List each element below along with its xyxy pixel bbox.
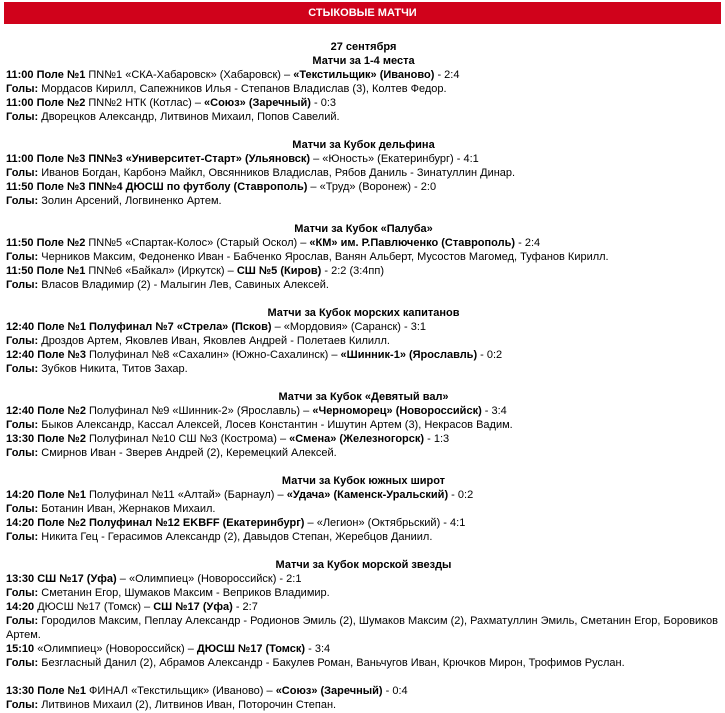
match-section (6, 54, 721, 124)
match-line (6, 348, 721, 362)
goals-text: Литвинов Михаил (2), Литвинов Иван, Поторочин Степан. (38, 699, 337, 711)
match-text: - 3:4 (305, 643, 331, 655)
goals-line (6, 278, 721, 292)
match-section (6, 474, 721, 544)
goals-text: Мордасов Кирилл, Сапежников Илья - Степанов Владислав (3), Колтев Федор. (38, 83, 447, 95)
match-text: 11:00 Поле №2 (6, 97, 89, 109)
goals-text: Сметанин Егор, Шумаков Максим - Веприков Владимир. (38, 587, 330, 599)
section-title: Матчи за Кубок «Палуба» (294, 223, 433, 235)
goals-text: Безгласный Данил (2), Абрамов Александр - Бакулев Роман, Ваньчугов Иван, Крючков Мирон, Трофимов Руслан. (38, 657, 625, 669)
goals-text: Власов Владимир (2) - Малыгин Лев, Савиных Алексей. (38, 279, 329, 291)
match-line (6, 432, 721, 446)
goals-line (6, 82, 721, 96)
goals-line (6, 614, 721, 642)
match-text: ФИНАЛ «Текстильщик» (Иваново) – (89, 685, 276, 697)
match-text: 11:00 Поле №1 (6, 69, 89, 81)
match-text: 12:40 Поле №2 (6, 405, 89, 417)
goals-line (6, 166, 721, 180)
goals-text: Золин Арсений, Логвиненко Артем. (38, 195, 222, 207)
match-text: «Союз» (Заречный) (275, 685, 383, 697)
match-text: 11:50 Поле №3 ПN№4 ДЮСШ по футболу (Ставрополь) (6, 181, 308, 193)
match-line (6, 152, 721, 166)
match-text: - 0:4 (382, 685, 408, 697)
results-content (0, 40, 725, 712)
match-text: «КМ» им. Р.Павлюченко (Ставрополь) (309, 237, 516, 249)
goals-label: Голы: (6, 251, 39, 263)
match-text: 11:50 Поле №1 (6, 265, 89, 277)
match-text: 13:30 Поле №1 (6, 685, 89, 697)
match-text: «Черноморец» (Новороссийск) (312, 405, 482, 417)
match-text: - 3:4 (481, 405, 507, 417)
goals-label: Голы: (6, 657, 39, 669)
match-line (6, 68, 721, 82)
goals-text: Быков Александр, Кассал Алексей, Лосев Константин - Ишутин Артем (3), Некрасов Вадим. (38, 419, 513, 431)
match-text: ПN№5 «Спартак-Колос» (Старый Оскол) – (88, 237, 310, 249)
goals-line (6, 334, 721, 348)
match-line (6, 684, 721, 698)
match-text: ДЮСШ №17 (Томск) (196, 643, 306, 655)
sections-list (6, 54, 721, 712)
match-text: «Текстильщик» (Иваново) (293, 69, 435, 81)
goals-line (6, 194, 721, 208)
match-text: ПN№2 НТК (Котлас) – (88, 97, 205, 109)
goals-line (6, 698, 721, 712)
goals-text: Иванов Богдан, Карбонэ Майкл, Овсянников Владислав, Рябов Даниль - Зинатуллин Динар. (38, 167, 516, 179)
match-section (6, 306, 721, 376)
goals-line (6, 418, 721, 432)
goals-text: Никита Гец - Герасимов Александр (2), Давыдов Степан, Жеребцов Даниил. (38, 531, 433, 543)
match-text: Полуфинал №10 СШ №3 (Кострома) – (89, 433, 290, 445)
match-text: 12:40 Поле №1 Полуфинал №7 «Стрела» (Псков) (6, 321, 272, 333)
match-line (6, 516, 721, 530)
match-section (6, 390, 721, 460)
match-line (6, 236, 721, 250)
match-line (6, 572, 721, 586)
match-line (6, 96, 721, 110)
match-text: ДЮСШ №17 (Томск) – (37, 601, 154, 613)
match-text: - 2:2 (3:4пп) (321, 265, 384, 277)
page (0, 2, 725, 712)
page-header: СТЫКОВЫЕ МАТЧИ (4, 2, 721, 24)
goals-text: Дроздов Артем, Яковлев Иван, Яковлев Андрей - Полетаев Килилл. (38, 335, 390, 347)
match-text: «Олимпиец» (Новороссийск) – (37, 643, 197, 655)
goals-text: Дворецков Александр, Литвинов Михаил, Попов Савелий. (38, 111, 340, 123)
match-line (6, 264, 721, 278)
goals-label: Голы: (6, 447, 39, 459)
goals-line (6, 250, 721, 264)
goals-line (6, 656, 721, 670)
goals-line (6, 530, 721, 544)
match-text: ПN№1 «СКА-Хабаровск» (Хабаровск) – (88, 69, 294, 81)
goals-line (6, 502, 721, 516)
goals-label: Голы: (6, 419, 39, 431)
goals-label: Голы: (6, 195, 39, 207)
date-heading: 27 сентября (330, 41, 397, 53)
match-text: – «Олимпиец» (Новороссийск) - 2:1 (116, 573, 302, 585)
match-text: Полуфинал №8 «Сахалин» (Южно-Сахалинск) – (89, 349, 341, 361)
goals-text: Городилов Максим, Пеплау Александр - Родионов Эмиль (2), Шумаков Максим (2), Рахматуллин Эмиль, Сметанин Егор, Боровиков Артем. (6, 615, 718, 641)
match-text: – «Труд» (Воронеж) - 2:0 (307, 181, 437, 193)
match-text: - 0:3 (310, 97, 336, 109)
match-line (6, 180, 721, 194)
match-text: – «Легион» (Октябрьский) - 4:1 (304, 517, 466, 529)
section-title: Матчи за Кубок морских капитанов (267, 307, 460, 319)
match-text: Полуфинал №11 «Алтай» (Барнаул) – (89, 489, 287, 501)
goals-label: Голы: (6, 111, 39, 123)
goals-line (6, 110, 721, 124)
match-text: СШ №5 (Киров) (236, 265, 322, 277)
goals-text: Черников Максим, Федоненко Иван - Бабченко Ярослав, Ванян Альберт, Мусостов Магомед, Туфанов Кирилл. (38, 251, 609, 263)
match-text: - 0:2 (477, 349, 503, 361)
match-text: - 0:2 (448, 489, 474, 501)
match-section (6, 138, 721, 208)
goals-label: Голы: (6, 167, 39, 179)
section-title: Матчи за 1-4 места (312, 55, 415, 67)
goals-label: Голы: (6, 699, 39, 711)
match-text: ПN№6 «Байкал» (Иркутск) – (88, 265, 237, 277)
match-text: «Удача» (Каменск-Уральский) (286, 489, 449, 501)
match-text: – «Юность» (Екатеринбург) - 4:1 (310, 153, 479, 165)
goals-label: Голы: (6, 615, 39, 627)
match-text: - 2:4 (434, 69, 460, 81)
match-text: – «Мордовия» (Саранск) - 3:1 (271, 321, 427, 333)
match-text: 13:30 Поле №2 (6, 433, 89, 445)
match-text: Полуфинал №9 «Шинник-2» (Ярославль) – (89, 405, 313, 417)
goals-label: Голы: (6, 531, 39, 543)
section-title: Матчи за Кубок дельфина (292, 139, 435, 151)
match-text: - 2:4 (515, 237, 541, 249)
match-section (6, 558, 721, 670)
goals-label: Голы: (6, 335, 39, 347)
goals-label: Голы: (6, 363, 39, 375)
section-title: Матчи за Кубок южных широт (281, 475, 446, 487)
match-line (6, 642, 721, 656)
match-text: 13:30 СШ №17 (Уфа) (6, 573, 117, 585)
match-text: «Шинник-1» (Ярославль) (340, 349, 478, 361)
match-text: - 1:3 (424, 433, 450, 445)
match-text: 11:50 Поле №2 (6, 237, 89, 249)
goals-text: Смирнов Иван - Зверев Андрей (2), Керемецкий Алексей. (38, 447, 337, 459)
section-title: Матчи за Кубок «Девятый вал» (278, 391, 449, 403)
goals-label: Голы: (6, 587, 39, 599)
goals-line (6, 446, 721, 460)
goals-label: Голы: (6, 503, 39, 515)
match-text: 14:20 (6, 601, 38, 613)
match-text: 11:00 Поле №3 ПN№3 «Университет-Старт» (Ульяновск) (6, 153, 311, 165)
match-line (6, 404, 721, 418)
section-title: Матчи за Кубок морской звезды (275, 559, 452, 571)
goals-text: Зубков Никита, Титов Захар. (38, 363, 188, 375)
match-section (6, 222, 721, 292)
match-line (6, 320, 721, 334)
goals-text: Ботанин Иван, Жернаков Михаил. (38, 503, 216, 515)
match-text: «Смена» (Железногорск) (289, 433, 425, 445)
match-line (6, 488, 721, 502)
match-text: «Союз» (Заречный) (204, 97, 311, 109)
match-text: 14:20 Поле №2 Полуфинал №12 EKBFF (Екатеринбург) (6, 517, 305, 529)
match-section (6, 684, 721, 712)
match-text: 15:10 (6, 643, 38, 655)
match-text: СШ №17 (Уфа) (153, 601, 233, 613)
goals-label: Голы: (6, 279, 39, 291)
goals-line (6, 362, 721, 376)
match-text: 12:40 Поле №3 (6, 349, 89, 361)
goals-line (6, 586, 721, 600)
goals-label: Голы: (6, 83, 39, 95)
match-text: - 2:7 (232, 601, 258, 613)
match-line (6, 600, 721, 614)
match-text: 14:20 Поле №1 (6, 489, 89, 501)
